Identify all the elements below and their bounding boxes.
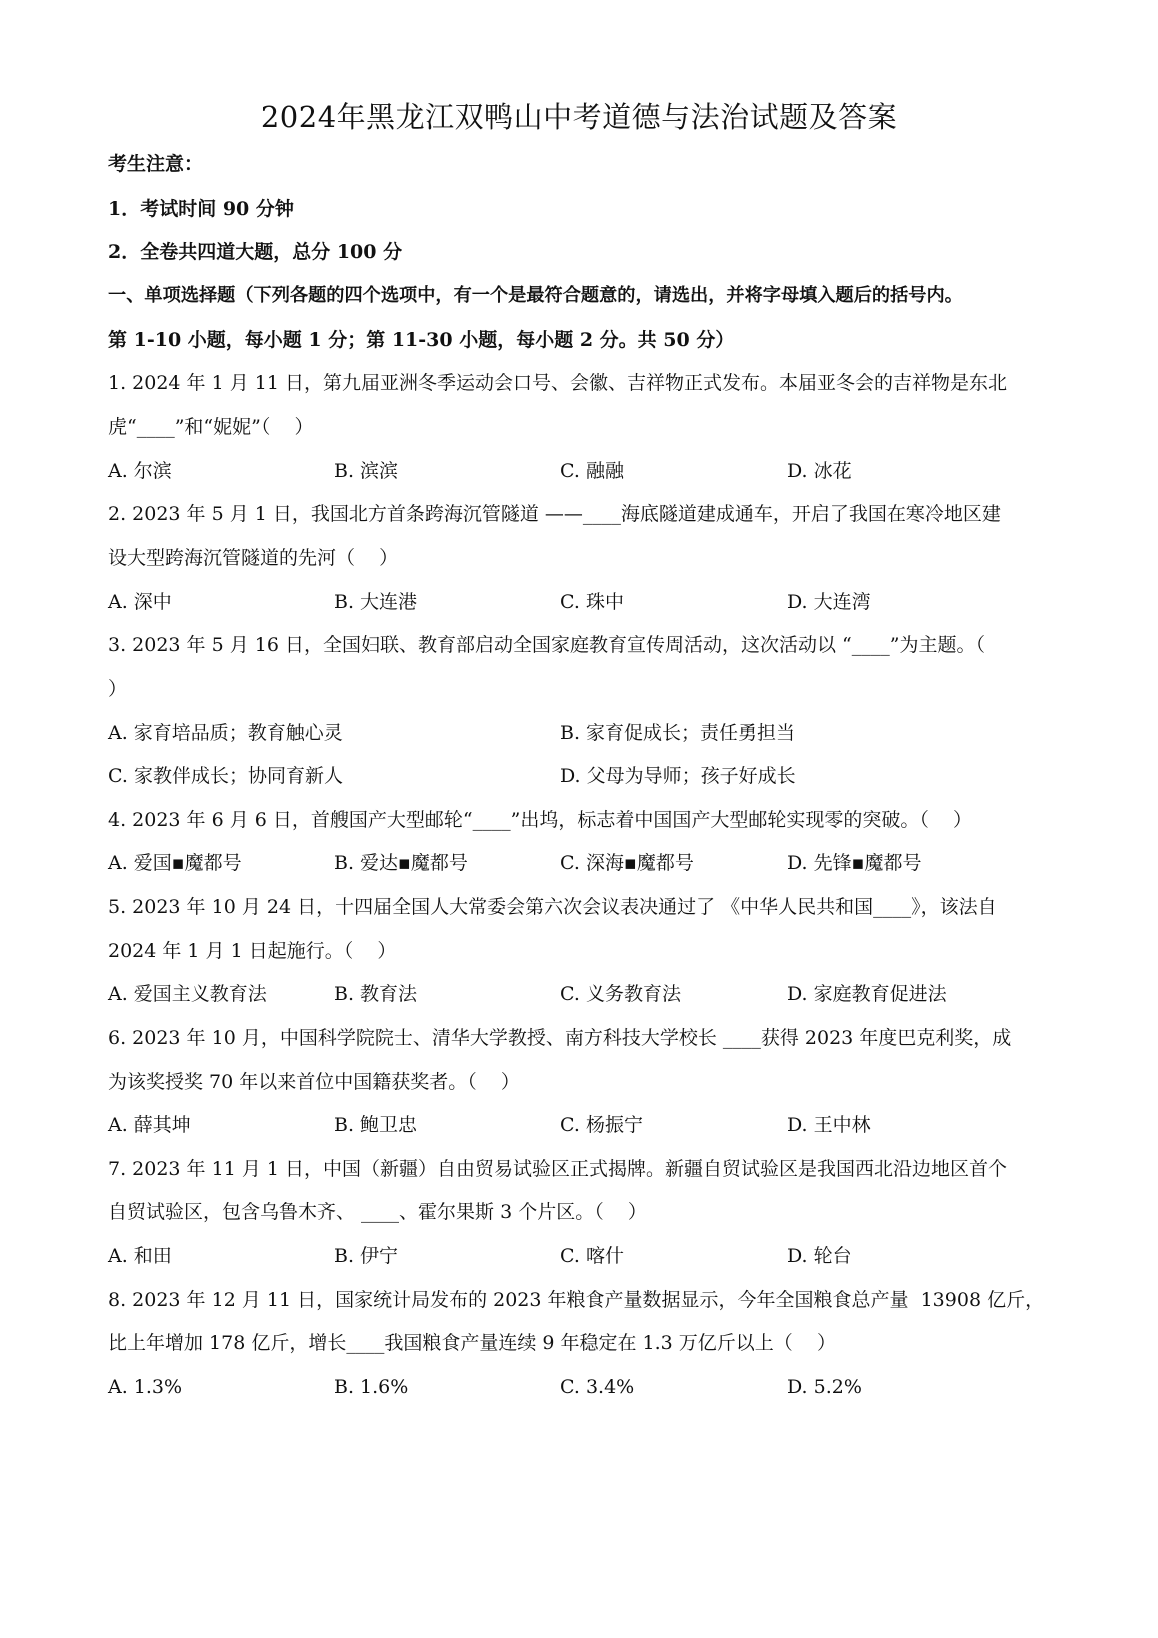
question-8-text: 8. 2023 年 12 月 11 日，国家统计局发布的 2023 年粮食产量数据显示，今年全国粮食总产量 13908 亿斤， [108, 1289, 1045, 1311]
notice-heading: 考生注意： [108, 153, 204, 175]
option-c: C. 珠中 [560, 591, 624, 613]
question-3-text: ） [108, 678, 128, 700]
option-a: A. 家育培品质；教育触心灵 [108, 722, 343, 744]
option-c: C. 喀什 [560, 1245, 624, 1267]
question-5-text: 5. 2023 年 10 月 24 日，十四届全国人大常委会第六次会议表决通过了 《中华人民共和国____》，该法自 [108, 896, 997, 918]
option-a: A. 薛其坤 [108, 1114, 191, 1136]
question-2-text: 2. 2023 年 5 月 1 日，我国北方首条跨海沉管隧道 ——____海底隧道建成通车，开启了我国在寒冷地区建 [108, 503, 1001, 525]
option-a: A. 深中 [108, 591, 172, 613]
option-c: C. 融融 [560, 460, 624, 482]
question-5-text: 2024 年 1 月 1 日起施行。（ ） [108, 940, 397, 962]
option-b: B. 家育促成长；责任勇担当 [560, 722, 796, 744]
notice-item: 1．考试时间 90 分钟 [108, 198, 294, 220]
option-d: D. 王中林 [787, 1114, 871, 1136]
option-b: B. 1.6% [334, 1376, 409, 1398]
option-b: B. 教育法 [334, 983, 418, 1005]
option-a: A. 爱国主义教育法 [108, 983, 267, 1005]
question-6-text: 6. 2023 年 10 月，中国科学院院士、清华大学教授、南方科技大学校长 ____获得 2023 年度巴克利奖，成 [108, 1027, 1012, 1049]
question-3-text: 3. 2023 年 5 月 16 日，全国妇联、教育部启动全国家庭教育宣传周活动，这次活动以 “____”为主题。（ [108, 634, 985, 656]
option-a: A. 尔滨 [108, 460, 172, 482]
option-a: A. 1.3% [108, 1376, 183, 1398]
option-c: C. 杨振宁 [560, 1114, 643, 1136]
option-c: C. 深海▪魔都号 [560, 852, 694, 874]
question-7-text: 自贸试验区，包含乌鲁木齐、 ____、霍尔果斯 3 个片区。（ ） [108, 1201, 647, 1223]
option-d: D. 家庭教育促进法 [787, 983, 947, 1005]
option-b: B. 鲍卫忠 [334, 1114, 418, 1136]
option-a: A. 和田 [108, 1245, 172, 1267]
question-1-text: 虎“____”和“妮妮”（ ） [108, 416, 314, 438]
option-d: D. 冰花 [787, 460, 852, 482]
notice-item: 2．全卷共四道大题，总分 100 分 [108, 241, 403, 263]
option-d: D. 轮台 [787, 1245, 852, 1267]
option-d: D. 5.2% [787, 1376, 862, 1398]
option-a: A. 爱国▪魔都号 [108, 852, 242, 874]
option-b: B. 大连港 [334, 591, 418, 613]
question-2-text: 设大型跨海沉管隧道的先河（ ） [108, 547, 399, 569]
option-b: B. 爱达▪魔都号 [334, 852, 468, 874]
option-b: B. 伊宁 [334, 1245, 399, 1267]
option-c: C. 3.4% [560, 1376, 635, 1398]
section-heading-cont: 第 1-10 小题，每小题 1 分；第 11-30 小题，每小题 2 分。共 50 分） [108, 329, 735, 351]
option-d: D. 先锋▪魔都号 [787, 852, 922, 874]
option-b: B. 滨滨 [334, 460, 399, 482]
option-c: C. 家教伴成长；协同育新人 [108, 765, 343, 787]
question-6-text: 为该奖授奖 70 年以来首位中国籍获奖者。（ ） [108, 1071, 520, 1093]
option-c: C. 义务教育法 [560, 983, 681, 1005]
page-title: 2024年黑龙江双鸭山中考道德与法治试题及答案 [260, 100, 898, 134]
option-d: D. 大连湾 [787, 591, 871, 613]
question-4-text: 4. 2023 年 6 月 6 日，首艘国产大型邮轮“____”出坞，标志着中国国产大型邮轮实现零的突破。（ ） [108, 809, 972, 831]
option-d: D. 父母为导师；孩子好成长 [560, 765, 796, 787]
question-7-text: 7. 2023 年 11 月 1 日，中国（新疆）自由贸易试验区正式揭牌。新疆自贸试验区是我国西北沿边地区首个 [108, 1158, 1007, 1180]
question-8-text: 比上年增加 178 亿斤，增长____我国粮食产量连续 9 年稳定在 1.3 万亿斤以上（ ） [108, 1332, 836, 1354]
section-heading: 一、单项选择题（下列各题的四个选项中，有一个是最符合题意的，请选出，并将字母填入题后的括号内。 [108, 285, 963, 306]
question-1-text: 1. 2024 年 1 月 11 日，第九届亚洲冬季运动会口号、会徽、吉祥物正式发布。本届亚冬会的吉祥物是东北 [108, 372, 1007, 394]
